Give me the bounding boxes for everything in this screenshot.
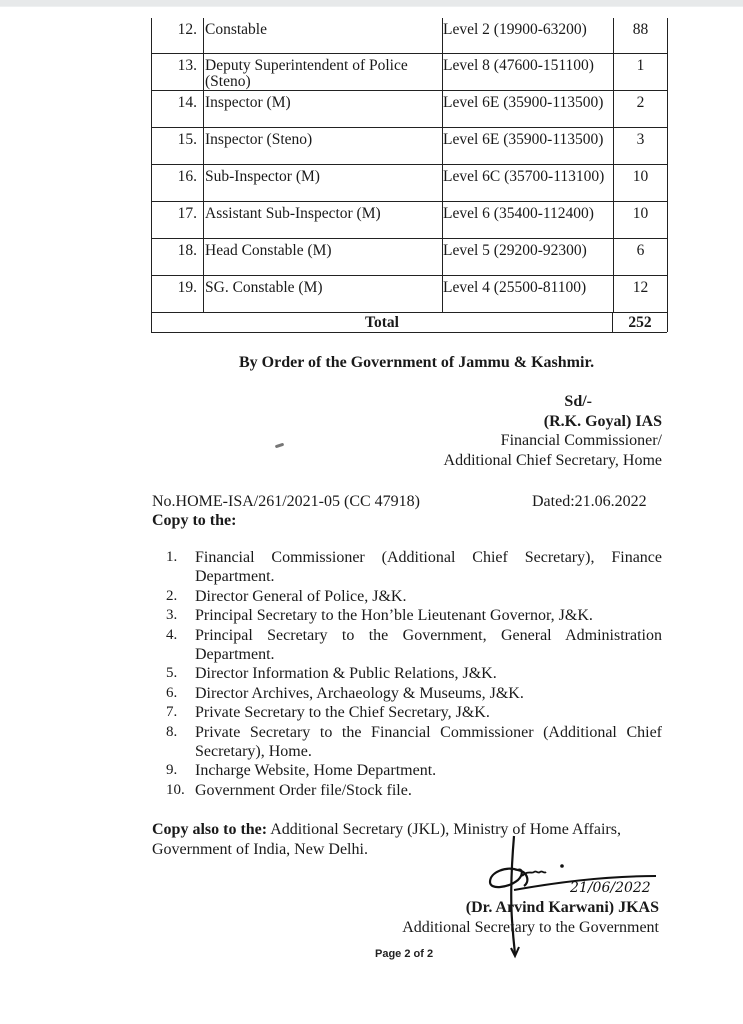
pay-level: Level 6E (35900-113500) [442, 91, 613, 127]
order-statement: By Order of the Government of Jammu & Kashmir. [239, 354, 595, 371]
list-item [166, 761, 662, 780]
order-date: Dated:21.06.2022 [532, 493, 647, 510]
table-row [151, 128, 668, 165]
list-item [166, 606, 662, 625]
list-text: Private Secretary to the Chief Secretary, J&K. [195, 704, 490, 722]
post-count: 10 [613, 165, 668, 201]
list-text: Government Order file/Stock file. [195, 781, 412, 799]
list-text: Principal Secretary to the Hon’ble Lieutenant Governor, J&K. [195, 607, 593, 625]
list-text: Private Secretary to the Financial Commissioner (Additional Chief Secretary), Home. [195, 723, 662, 761]
list-number: 3. [166, 607, 178, 624]
signatory-2-block [402, 898, 659, 937]
svg-text:21/06/2022: 21/06/2022 [570, 880, 651, 896]
signatory-2-name: (Dr. Arvind Karwani) JKAS [465, 899, 659, 916]
signatory-designation: Additional Chief Secretary, Home [443, 451, 662, 469]
list-item [166, 587, 662, 606]
copy-also-label: Copy also to the: [152, 821, 268, 838]
serial-number: 16. [151, 165, 203, 201]
list-text: Director Information & Public Relations, J&K. [195, 665, 497, 683]
page-number: Page 2 of 2 [375, 948, 434, 960]
pay-level: Level 2 (19900-63200) [442, 18, 613, 53]
list-number: 2. [166, 587, 178, 604]
list-item [166, 781, 662, 800]
table-row [151, 165, 668, 202]
serial-number: 17. [151, 202, 203, 238]
post-count: 1 [613, 54, 668, 90]
list-text: Financial Commissioner (Additional Chief Secretary), Finance Department. [195, 549, 662, 586]
posts-table [151, 18, 668, 333]
serial-number: 14. [151, 91, 203, 127]
post-name: Deputy Superintendent of Police (Steno) [203, 54, 442, 90]
post-count: 12 [613, 276, 668, 312]
serial-number: 12. [151, 18, 203, 53]
list-number: 4. [166, 626, 178, 643]
serial-number: 13. [151, 54, 203, 90]
copy-also-text: Additional Secretary (JKL), Ministry of Home Affairs, Government of India, New Delhi. [152, 821, 621, 858]
table-row [151, 276, 668, 313]
scan-artifact-mark [275, 443, 284, 449]
post-name: Assistant Sub-Inspector (M) [203, 202, 442, 238]
list-number: 1. [166, 549, 178, 565]
list-text: Incharge Website, Home Department. [195, 762, 437, 780]
table-total-row [151, 313, 667, 333]
post-count: 6 [613, 239, 668, 275]
table-row [151, 18, 668, 54]
list-number: 9. [166, 762, 178, 779]
table-row [151, 91, 668, 128]
signatory-name: (R.K. Goyal) IAS [543, 412, 662, 430]
list-number: 5. [166, 665, 178, 682]
serial-number: 19. [151, 276, 203, 312]
copy-to-list [166, 548, 662, 800]
total-value: 252 [612, 313, 668, 332]
post-count: 2 [613, 91, 668, 127]
pay-level: Level 5 (29200-92300) [442, 239, 613, 275]
signatory-2-designation: Additional Secretary to the Government [402, 918, 659, 936]
post-count: 3 [613, 128, 668, 164]
total-label: Total [365, 314, 399, 331]
post-count: 10 [613, 202, 668, 238]
table-row [151, 54, 668, 91]
top-edge-bar [0, 0, 743, 7]
serial-number: 15. [151, 128, 203, 164]
list-item [166, 684, 662, 703]
list-item [166, 664, 662, 683]
post-name: Inspector (Steno) [203, 128, 442, 164]
list-item [166, 548, 662, 587]
table-row [151, 202, 668, 239]
post-name: SG. Constable (M) [203, 276, 442, 312]
signatory-designation: Financial Commissioner/ [500, 432, 662, 449]
pay-level: Level 6E (35900-113500) [442, 128, 613, 164]
reference-number: No.HOME-ISA/261/2021-05 (CC 47918) [152, 493, 420, 510]
pay-level: Level 6C (35700-113100) [442, 165, 613, 201]
post-name: Sub-Inspector (M) [203, 165, 442, 201]
pay-level: Level 6 (35400-112400) [442, 202, 613, 238]
serial-number: 18. [151, 239, 203, 275]
signed-mark: Sd/- [564, 393, 592, 410]
copy-also-paragraph [152, 820, 664, 859]
pay-level: Level 8 (47600-151100) [442, 54, 613, 90]
list-text: Director Archives, Archaeology & Museums, J&K. [195, 684, 524, 702]
list-number: 8. [166, 723, 178, 740]
pay-level: Level 4 (25500-81100) [442, 276, 613, 312]
post-name: Constable [203, 18, 442, 53]
post-name: Inspector (M) [203, 91, 442, 127]
post-count: 88 [613, 18, 668, 53]
list-text: Principal Secretary to the Government, General Administration Department. [195, 626, 662, 664]
list-text: Director General of Police, J&K. [195, 587, 407, 605]
list-number: 6. [166, 684, 178, 701]
list-item [166, 703, 662, 722]
list-number: 10. [166, 781, 185, 798]
list-item [166, 723, 662, 762]
list-number: 7. [166, 704, 178, 721]
signatory-block [444, 392, 662, 470]
copy-to-heading: Copy to the: [152, 512, 237, 529]
post-name: Head Constable (M) [203, 239, 442, 275]
list-item [166, 626, 662, 665]
table-row [151, 239, 668, 276]
